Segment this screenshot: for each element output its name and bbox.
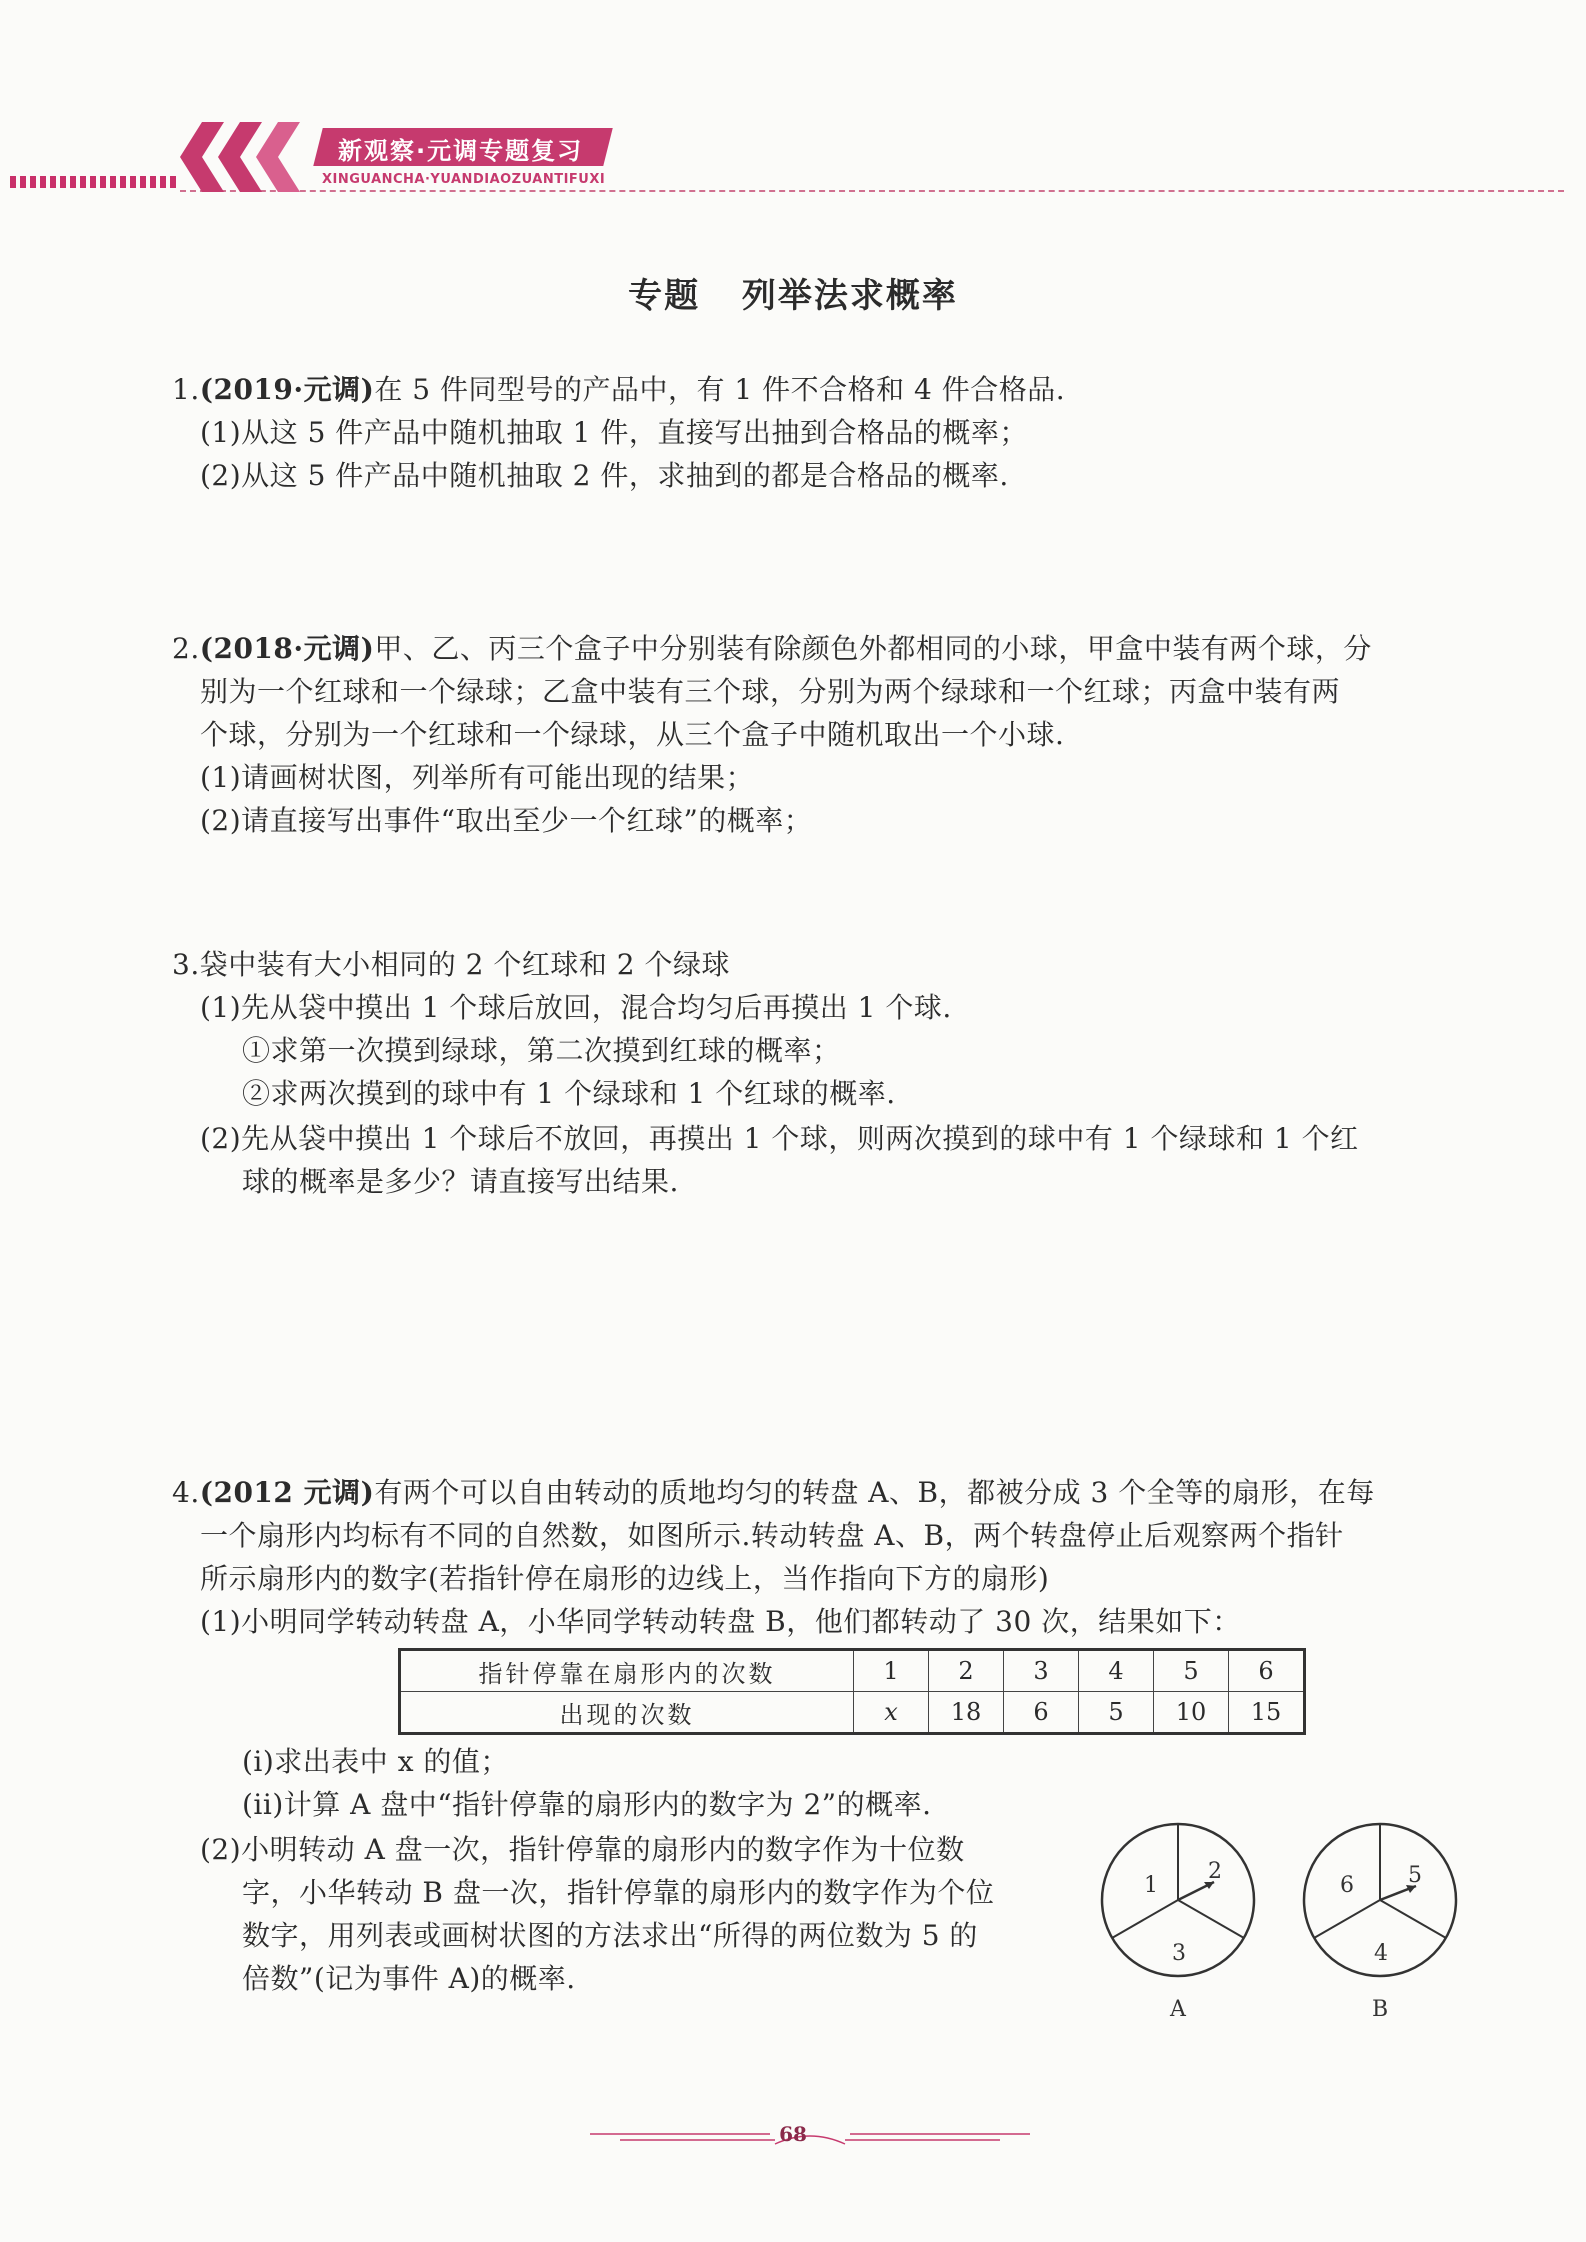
q4-line3: 所示扇形内的数字(若指针停在扇形的边线上，当作指向下方的扇形) bbox=[200, 1562, 1050, 1595]
q3-sub2-line2: 球的概率是多少？请直接写出结果. bbox=[242, 1165, 679, 1198]
q4-sub1i: (i)求出表中 x 的值； bbox=[242, 1745, 509, 1778]
title-part1: 专题 bbox=[628, 276, 701, 316]
q2-sub2: (2)请直接写出事件“取出至少一个红球”的概率； bbox=[200, 804, 813, 837]
table-cell: 6 bbox=[1229, 1650, 1305, 1692]
q3-stem: 3.袋中装有大小相同的 2 个红球和 2 个绿球 bbox=[172, 948, 730, 981]
q2-sub1: (1)请画树状图，列举所有可能出现的结果； bbox=[200, 761, 755, 794]
wheel-b bbox=[1304, 1824, 1456, 2022]
q4-sub1: (1)小明同学转动转盘 A，小华同学转动转盘 B，他们都转动了 30 次，结果如下： bbox=[200, 1605, 1241, 1638]
q1-tag: (2019·元调) bbox=[199, 373, 375, 406]
q4-sub2-line2: 字，小华转动 B 盘一次，指针停靠的扇形内的数字作为个位 bbox=[242, 1876, 995, 1909]
q4-line1 bbox=[172, 1471, 1375, 1511]
q1-sub2: (2)从这 5 件产品中随机抽取 2 件，求抽到的都是合格品的概率. bbox=[200, 459, 1009, 492]
table-cell: 5 bbox=[1154, 1650, 1229, 1692]
q2-line1-text: 甲、乙、丙三个盒子中分别装有除颜色外都相同的小球，甲盒中装有两个球，分 bbox=[374, 632, 1372, 665]
q2-tag: (2018·元调) bbox=[199, 632, 375, 665]
q4-line1-text: 有两个可以自由转动的质地均匀的转盘 A、B，都被分成 3 个全等的扇形，在每 bbox=[374, 1476, 1375, 1509]
chevron-logo-icon bbox=[172, 122, 322, 192]
q3-sub1b: ②求两次摸到的球中有 1 个绿球和 1 个红球的概率. bbox=[242, 1077, 896, 1110]
q4-sub2-line3: 数字，用列表或画树状图的方法求出“所得的两位数为 5 的 bbox=[242, 1919, 978, 1952]
page-number: 68 bbox=[779, 2122, 807, 2146]
table-cell: 6 bbox=[1004, 1692, 1079, 1734]
q4-sub1ii: (ii)计算 A 盘中“指针停靠的扇形内的数字为 2”的概率. bbox=[242, 1788, 932, 1821]
table-row1-header: 指针停靠在扇形内的次数 bbox=[400, 1650, 854, 1692]
table-cell: 15 bbox=[1229, 1692, 1305, 1734]
q1-stem bbox=[172, 368, 1065, 408]
wheel-a-number: 3 bbox=[1172, 1941, 1186, 1966]
wheel-a-number: 2 bbox=[1208, 1859, 1222, 1884]
q2-line2: 别为一个红球和一个绿球；乙盒中装有三个球，分别为两个绿球和一个红球；丙盒中装有两 bbox=[200, 675, 1341, 708]
table-row2-header: 出现的次数 bbox=[400, 1692, 854, 1734]
table-row bbox=[400, 1692, 1305, 1734]
title-part2: 列举法求概率 bbox=[741, 276, 958, 316]
page-title bbox=[0, 268, 1586, 317]
q3-sub1: (1)先从袋中摸出 1 个球后放回，混合均匀后再摸出 1 个球. bbox=[200, 991, 952, 1024]
wheel-a-label: A bbox=[1170, 1997, 1186, 2022]
wheel-a-number: 1 bbox=[1144, 1873, 1158, 1898]
table-cell: 5 bbox=[1079, 1692, 1154, 1734]
q1-sub1: (1)从这 5 件产品中随机抽取 1 件，直接写出抽到合格品的概率； bbox=[200, 416, 1028, 449]
q4-sub2-line4: 倍数”(记为事件 A)的概率. bbox=[242, 1962, 576, 1995]
header-banner-title: 新观察·元调专题复习 bbox=[338, 137, 584, 165]
q2-line1 bbox=[172, 627, 1372, 667]
header-stripes bbox=[10, 176, 180, 188]
table-cell: 2 bbox=[929, 1650, 1004, 1692]
table-cell: 18 bbox=[929, 1692, 1004, 1734]
q4-sub2-line1: (2)小明转动 A 盘一次，指针停靠的扇形内的数字作为十位数 bbox=[200, 1833, 965, 1866]
q1-number: 1. bbox=[172, 373, 200, 406]
results-table bbox=[398, 1648, 1306, 1735]
q2-line3: 个球，分别为一个红球和一个绿球，从三个盒子中随机取出一个小球. bbox=[200, 718, 1065, 751]
q1-stem-text: 在 5 件同型号的产品中，有 1 件不合格和 4 件合格品. bbox=[374, 373, 1066, 406]
table-cell: 10 bbox=[1154, 1692, 1229, 1734]
q4-tag: (2012 元调) bbox=[199, 1476, 375, 1509]
wheel-a bbox=[1102, 1824, 1254, 2022]
table-row bbox=[400, 1650, 1305, 1692]
header-banner-pinyin: XINGUANCHA·YUANDIAOZUANTIFUXI bbox=[322, 172, 606, 187]
header-rule bbox=[180, 190, 1564, 192]
table-cell: x bbox=[854, 1692, 929, 1734]
wheel-b-number: 6 bbox=[1340, 1873, 1354, 1898]
wheel-b-number: 5 bbox=[1408, 1863, 1422, 1888]
table-cell: 4 bbox=[1079, 1650, 1154, 1692]
spinner-diagram bbox=[1090, 1820, 1470, 2030]
q4-line2: 一个扇形内均标有不同的自然数，如图所示.转动转盘 A、B，两个转盘停止后观察两个指针 bbox=[200, 1519, 1344, 1552]
table-cell: 1 bbox=[854, 1650, 929, 1692]
wheel-b-label: B bbox=[1372, 1997, 1389, 2022]
q3-sub1a: ①求第一次摸到绿球，第二次摸到红球的概率； bbox=[242, 1034, 841, 1067]
table-cell: 3 bbox=[1004, 1650, 1079, 1692]
q2-number: 2. bbox=[172, 632, 200, 665]
q3-sub2-line1: (2)先从袋中摸出 1 个球后不放回，再摸出 1 个球，则两次摸到的球中有 1 个绿球和 1 个红 bbox=[200, 1122, 1359, 1155]
q4-number: 4. bbox=[172, 1476, 200, 1509]
wheel-b-number: 4 bbox=[1374, 1941, 1388, 1966]
